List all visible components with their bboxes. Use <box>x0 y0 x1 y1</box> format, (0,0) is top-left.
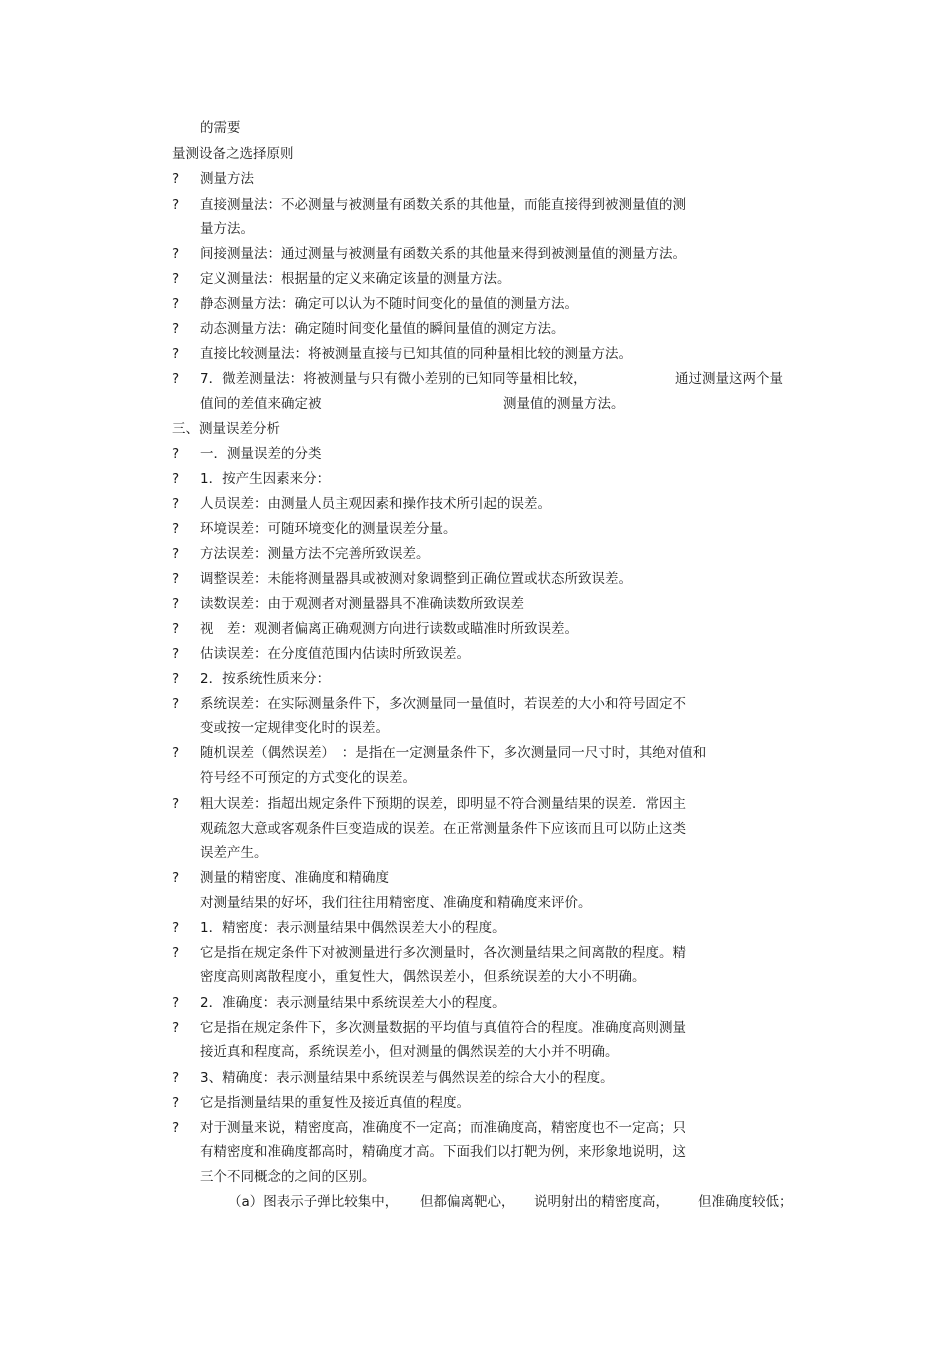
bullet-marker: ? <box>172 346 180 362</box>
text-line: 量方法。 <box>200 221 254 237</box>
bullet-marker: ? <box>172 471 180 487</box>
text-line: 观疏忽大意或客观条件巨变造成的误差。在正常测量条件下应该而且可以防止这类 <box>200 821 686 837</box>
text-line: 通过测量这两个量 <box>675 371 783 387</box>
bullet-marker: ? <box>172 246 180 262</box>
text-line: 值间的差值来确定被 <box>200 396 322 412</box>
bullet-marker: ? <box>172 571 180 587</box>
text-line: 它是指在规定条件下对被测量进行多次测量时，各次测量结果之间离散的程度。精 <box>200 945 686 961</box>
text-line: 有精密度和准确度都高时，精确度才高。下面我们以打靶为例，来形象地说明，这 <box>200 1144 686 1160</box>
bullet-marker: ? <box>172 496 180 512</box>
text-line: （a）图表示子弹比较集中， <box>228 1194 399 1210</box>
bullet-marker: ? <box>172 796 180 812</box>
text-line: 接近真和程度高，系统误差小，但对测量的偶然误差的大小并不明确。 <box>200 1044 619 1060</box>
bullet-marker: ? <box>172 197 180 213</box>
text-line: 视 差：观测者偏离正确观测方向进行读数或瞄准时所致误差。 <box>200 621 578 637</box>
bullet-marker: ? <box>172 596 180 612</box>
bullet-marker: ? <box>172 296 180 312</box>
bullet-marker: ? <box>172 646 180 662</box>
text-line: 估读误差：在分度值范围内估读时所致误差。 <box>200 646 470 662</box>
bullet-marker: ? <box>172 271 180 287</box>
bullet-marker: ? <box>172 945 180 961</box>
bullet-marker: ? <box>172 1020 180 1036</box>
text-line: 粗大误差：指超出规定条件下预期的误差，即明显不符合测量结果的误差．常因主 <box>200 796 686 812</box>
text-line: 测量的精密度、准确度和精确度 <box>200 870 389 886</box>
text-line: 三、测量误差分析 <box>172 421 280 437</box>
text-line: 测量值的测量方法。 <box>503 396 625 412</box>
bullet-marker: ? <box>172 1120 180 1136</box>
text-line: 1．按产生因素来分： <box>200 471 331 487</box>
text-line: 读数误差：由于观测者对测量器具不准确读数所致误差 <box>200 596 524 612</box>
bullet-marker: ? <box>172 321 180 337</box>
bullet-marker: ? <box>172 671 180 687</box>
text-line: 它是指测量结果的重复性及接近真值的程度。 <box>200 1095 470 1111</box>
text-line: 密度高则离散程度小，重复性大，偶然误差小，但系统误差的大小不明确。 <box>200 969 646 985</box>
bullet-marker: ? <box>172 546 180 562</box>
text-line: 说明射出的精密度高， <box>534 1194 669 1210</box>
text-line: 量测设备之选择原则 <box>172 146 294 162</box>
text-line: 随机误差（偶然误差） ：是指在一定测量条件下，多次测量同一尺寸时，其绝对值和 <box>200 745 707 761</box>
bullet-marker: ? <box>172 1070 180 1086</box>
text-line: 1．精密度：表示测量结果中偶然误差大小的程度。 <box>200 920 506 936</box>
text-line: 人员误差：由测量人员主观因素和操作技术所引起的误差。 <box>200 496 551 512</box>
text-line: 测量方法 <box>200 171 254 187</box>
bullet-marker: ? <box>172 521 180 537</box>
bullet-marker: ? <box>172 696 180 712</box>
text-line: 调整误差：未能将测量器具或被测对象调整到正确位置或状态所致误差。 <box>200 571 632 587</box>
text-line: 符号经不可预定的方式变化的误差。 <box>200 770 416 786</box>
bullet-marker: ? <box>172 745 180 761</box>
text-line: 对测量结果的好坏，我们往往用精密度、准确度和精确度来评价。 <box>200 895 592 911</box>
text-line: 动态测量方法：确定随时间变化量值的瞬间量值的测定方法。 <box>200 321 565 337</box>
text-line: 变或按一定规律变化时的误差。 <box>200 720 389 736</box>
text-line: 2．按系统性质来分： <box>200 671 331 687</box>
text-line: 环境误差：可随环境变化的测量误差分量。 <box>200 521 457 537</box>
text-line: 但都偏离靶心， <box>420 1194 515 1210</box>
text-line: 定义测量法：根据量的定义来确定该量的测量方法。 <box>200 271 511 287</box>
text-line: 2．准确度：表示测量结果中系统误差大小的程度。 <box>200 995 506 1011</box>
bullet-marker: ? <box>172 1095 180 1111</box>
text-line: 方法误差：测量方法不完善所致误差。 <box>200 546 430 562</box>
text-line: 误差产生。 <box>200 845 268 861</box>
text-line: 一．测量误差的分类 <box>200 446 322 462</box>
bullet-marker: ? <box>172 621 180 637</box>
bullet-marker: ? <box>172 371 180 387</box>
text-line: 静态测量方法：确定可以认为不随时间变化的量值的测量方法。 <box>200 296 578 312</box>
bullet-marker: ? <box>172 870 180 886</box>
text-line: 三个不同概念的之间的区别。 <box>200 1169 376 1185</box>
bullet-marker: ? <box>172 995 180 1011</box>
bullet-marker: ? <box>172 171 180 187</box>
text-line: 它是指在规定条件下，多次测量数据的平均值与真值符合的程度。准确度高则测量 <box>200 1020 686 1036</box>
text-line: 但准确度较低； <box>698 1194 793 1210</box>
text-line: 3、精确度：表示测量结果中系统误差与偶然误差的综合大小的程度。 <box>200 1070 614 1086</box>
text-line: 的需要 <box>200 120 241 136</box>
text-line: 对于测量来说，精密度高，准确度不一定高；而准确度高，精密度也不一定高；只 <box>200 1120 686 1136</box>
text-line: 7．微差测量法：将被测量与只有微小差别的已知同等量相比较， <box>200 371 587 387</box>
bullet-marker: ? <box>172 446 180 462</box>
text-line: 直接测量法：不必测量与被测量有函数关系的其他量，而能直接得到被测量值的测 <box>200 197 686 213</box>
text-line: 直接比较测量法：将被测量直接与已知其值的同种量相比较的测量方法。 <box>200 346 632 362</box>
text-line: 系统误差：在实际测量条件下，多次测量同一量值时，若误差的大小和符号固定不 <box>200 696 686 712</box>
bullet-marker: ? <box>172 920 180 936</box>
text-line: 间接测量法：通过测量与被测量有函数关系的其他量来得到被测量值的测量方法。 <box>200 246 686 262</box>
